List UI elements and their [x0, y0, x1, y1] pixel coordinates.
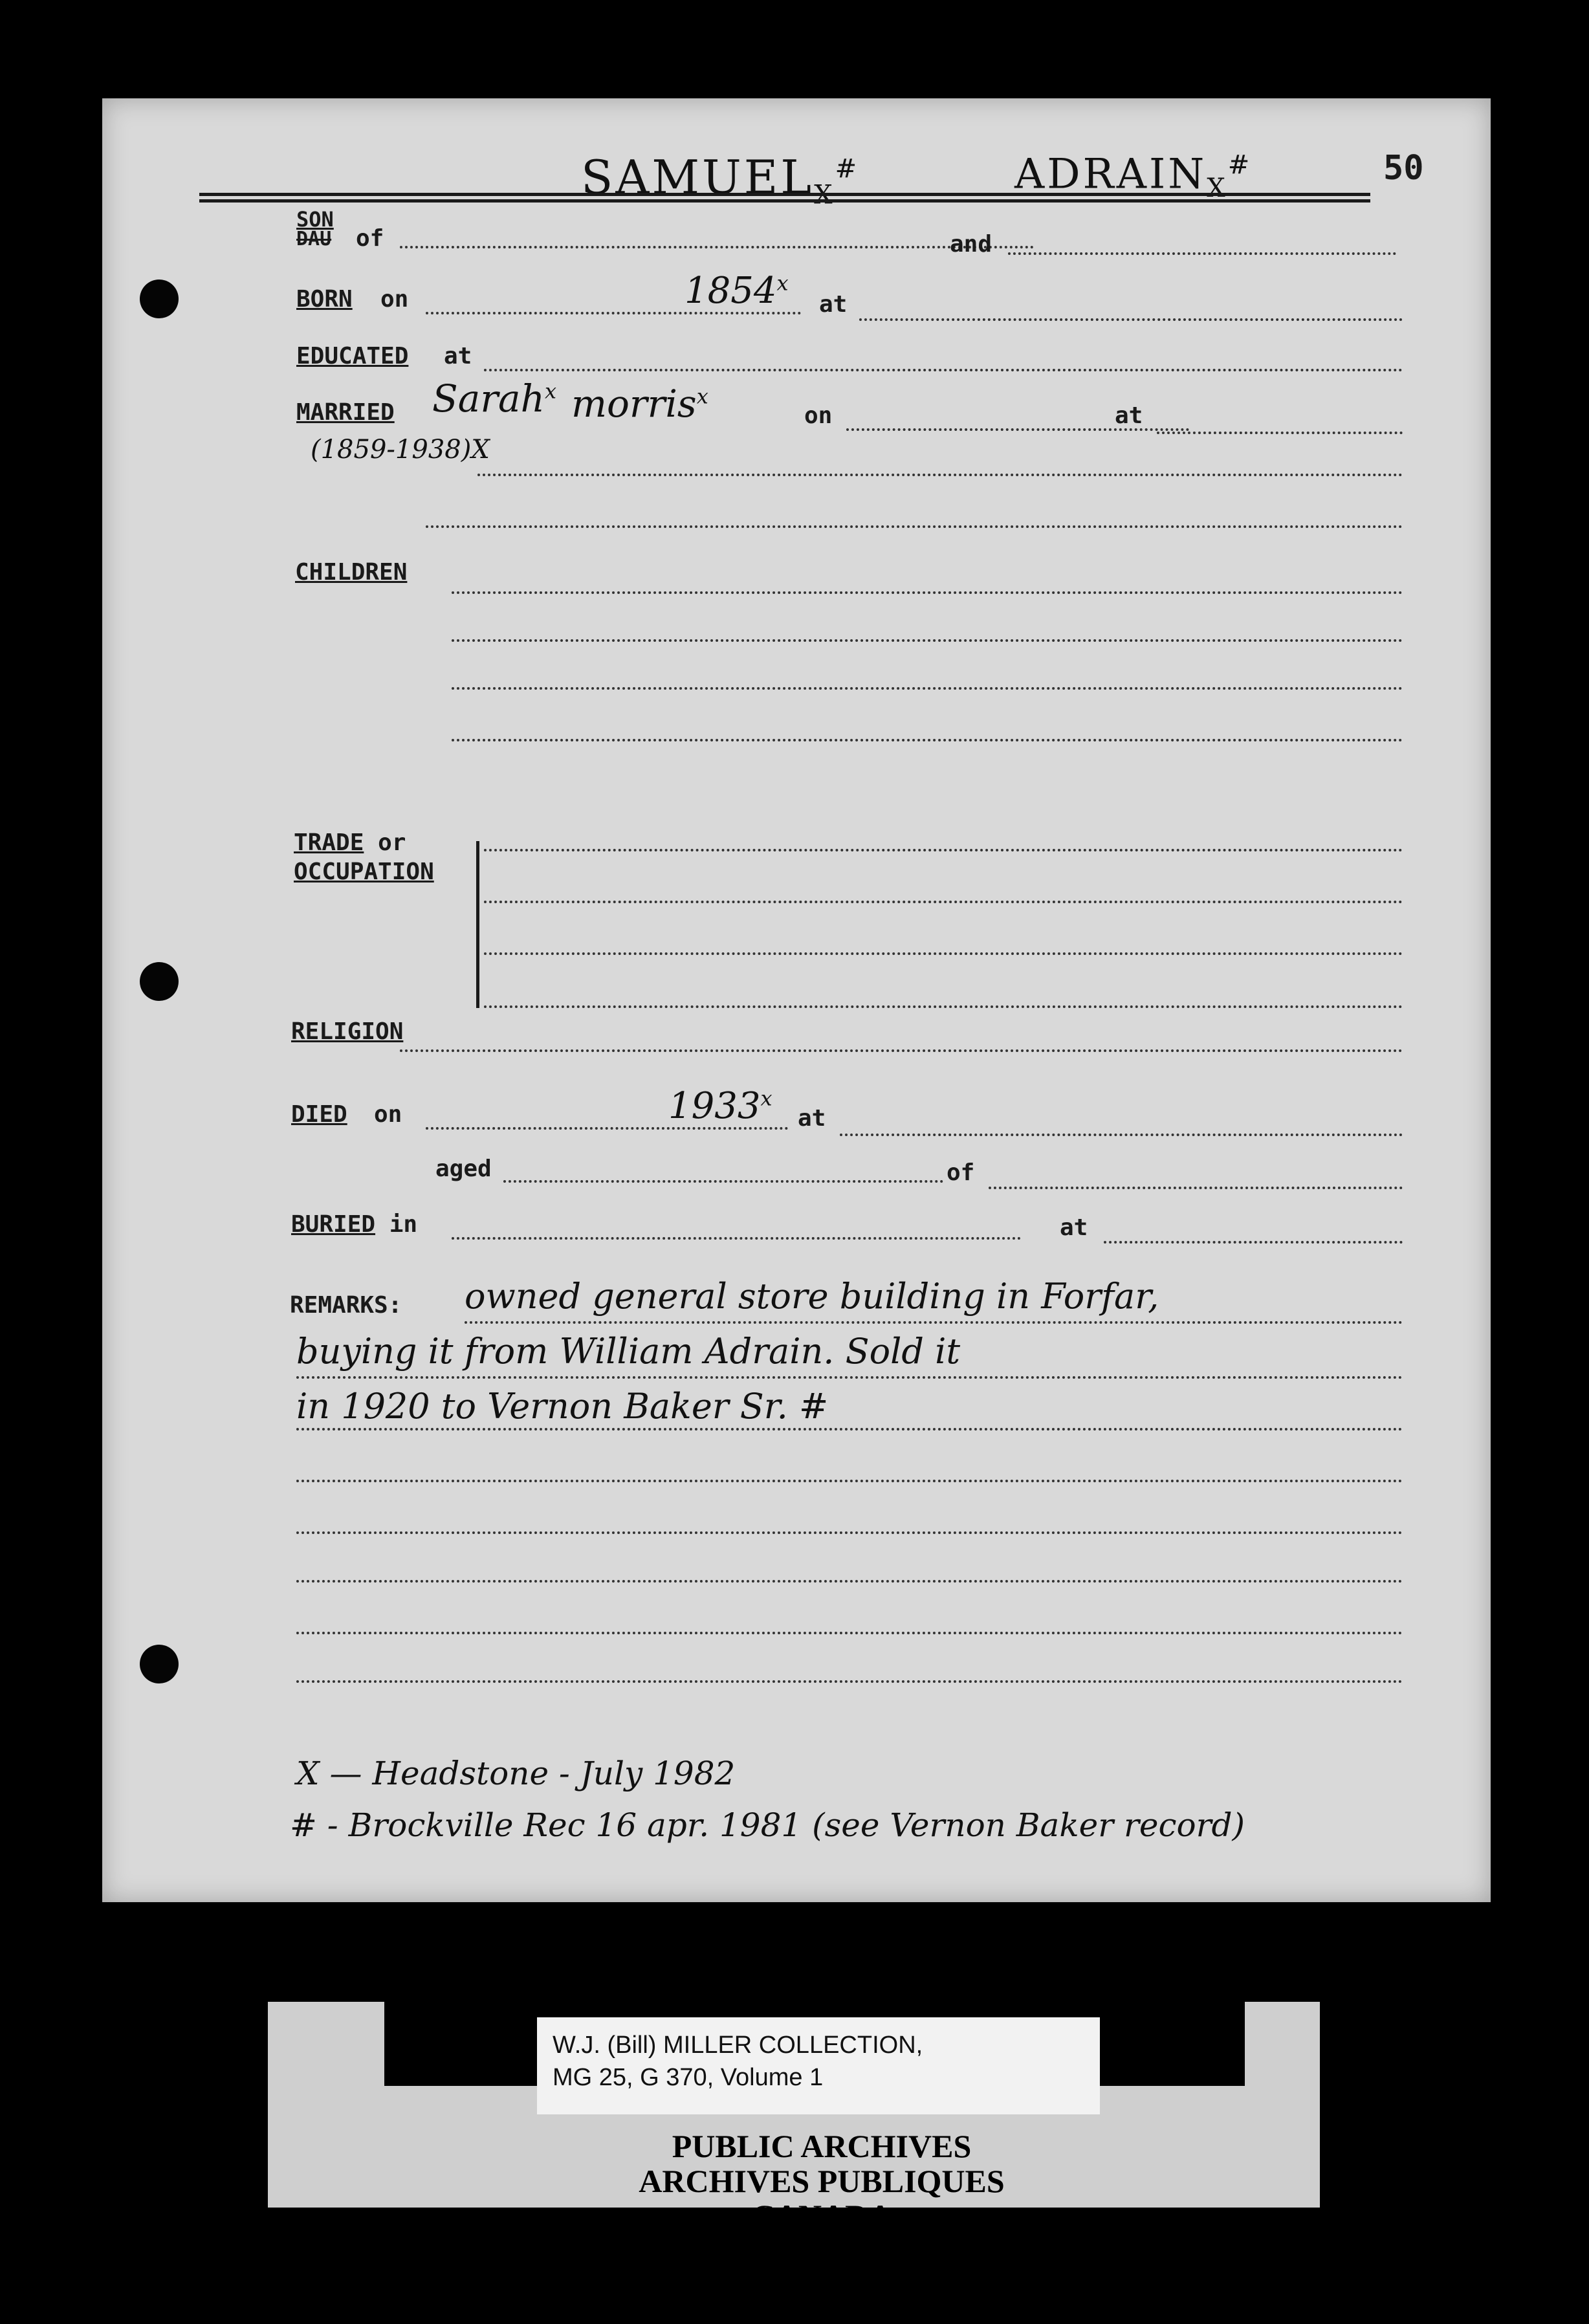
- born-year: 1854$^x$: [685, 270, 789, 312]
- collection-label: [537, 2017, 1100, 2114]
- died-at-label: at: [798, 1105, 826, 1132]
- married-line-3: [426, 525, 1403, 528]
- remarks-dots-1: [465, 1321, 1403, 1324]
- parent1-line: [400, 246, 1034, 248]
- aged-of-label: of: [947, 1159, 975, 1186]
- punch-hole-bottom: [140, 1645, 179, 1683]
- educated-label: EDUCATED: [296, 343, 409, 369]
- married-at-label: at: [1115, 402, 1143, 429]
- footnote-brockville: # - Brockville Rec 16 apr. 1981 (see Vernon Baker record): [290, 1806, 1245, 1844]
- children-line-2: [452, 639, 1403, 642]
- remarks-label: REMARKS:: [290, 1292, 402, 1319]
- spouse-dates: (1859-1938)X: [311, 435, 490, 465]
- stamp-line-1: PUBLIC ARCHIVES: [672, 2128, 972, 2164]
- collection-line-1: W.J. (Bill) MILLER COLLECTION,: [553, 2032, 923, 2059]
- aged-label: aged: [435, 1156, 492, 1182]
- born-at-label: at: [819, 291, 848, 318]
- died-date-line: [426, 1127, 788, 1130]
- record-card: [102, 98, 1491, 1902]
- educated-line: [484, 369, 1403, 371]
- born-place-line: [859, 318, 1403, 321]
- born-on-label: on: [380, 286, 409, 312]
- remarks-dots-8: [296, 1680, 1403, 1683]
- children-line-4: [452, 739, 1403, 741]
- remarks-dots-4: [296, 1480, 1403, 1482]
- remarks-line-2: buying it from William Adrain. Sold it: [296, 1331, 961, 1372]
- archives-stamp: [550, 2129, 1093, 2233]
- religion-line: [400, 1049, 1403, 1052]
- punch-hole-top: [140, 280, 179, 318]
- buried-place-line: [1104, 1241, 1403, 1244]
- buried-line: [452, 1237, 1021, 1240]
- spouse-first-name: Sarah$^x$: [432, 377, 557, 421]
- header-rule-2: [199, 199, 1370, 203]
- surname: $ADRAIN_X^{\#}$: [1014, 150, 1253, 204]
- trade-label: TRADE or: [294, 829, 406, 856]
- son-label: SON: [296, 207, 334, 232]
- buried-at-label: at: [1060, 1214, 1088, 1241]
- remarks-line-1: owned general store building in Forfar,: [465, 1276, 1159, 1317]
- aged-line: [503, 1180, 943, 1183]
- header-rule-1: [199, 193, 1370, 196]
- spouse-last-name: morris$^x$: [571, 382, 708, 426]
- dau-label: DAU: [296, 228, 332, 250]
- page-number: 50: [1383, 149, 1424, 188]
- and-label: and: [950, 231, 992, 258]
- born-label: BORN: [296, 286, 353, 312]
- stamp-line-3: CANADA: [751, 2198, 892, 2234]
- died-place-line: [840, 1134, 1403, 1136]
- collection-line-2: MG 25, G 370, Volume 1: [553, 2064, 824, 2091]
- children-line-1: [452, 591, 1403, 594]
- punch-hole-middle: [140, 962, 179, 1001]
- parent2-line: [1008, 252, 1396, 255]
- remarks-dots-5: [296, 1531, 1403, 1534]
- died-label: DIED: [291, 1101, 347, 1128]
- children-label: CHILDREN: [295, 559, 408, 586]
- occupation-bracket: [476, 841, 479, 1008]
- stamp-line-2: ARCHIVES PUBLIQUES: [639, 2163, 1005, 2199]
- remarks-line-3: in 1920 to Vernon Baker Sr. #: [296, 1386, 829, 1427]
- married-label: MARRIED: [296, 399, 395, 426]
- of-label: of: [356, 225, 384, 252]
- born-date-line: [426, 312, 801, 314]
- religion-label: RELIGION: [291, 1018, 404, 1045]
- educated-at-label: at: [444, 343, 472, 369]
- occupation-line-1: [484, 849, 1403, 851]
- remarks-dots-2: [296, 1376, 1403, 1379]
- remarks-dots-3: [296, 1428, 1403, 1431]
- married-on-label: on: [804, 402, 833, 429]
- buried-label: BURIED in: [291, 1211, 418, 1238]
- first-name: $SAMUEL_X^{\#}$: [581, 150, 860, 210]
- aged-of-line: [989, 1187, 1403, 1189]
- married-line-2: [477, 474, 1403, 476]
- occupation-line-2: [484, 901, 1403, 903]
- occupation-line-4: [484, 1005, 1403, 1008]
- occupation-label: OCCUPATION: [294, 859, 434, 885]
- died-year: 1933$^x$: [668, 1085, 773, 1127]
- died-on-label: on: [374, 1101, 402, 1128]
- children-line-3: [452, 687, 1403, 690]
- occupation-line-3: [484, 952, 1403, 955]
- married-place-line: [1157, 432, 1403, 434]
- remarks-dots-6: [296, 1580, 1403, 1583]
- remarks-dots-7: [296, 1632, 1403, 1634]
- footnote-headstone: X — Headstone - July 1982: [296, 1755, 736, 1792]
